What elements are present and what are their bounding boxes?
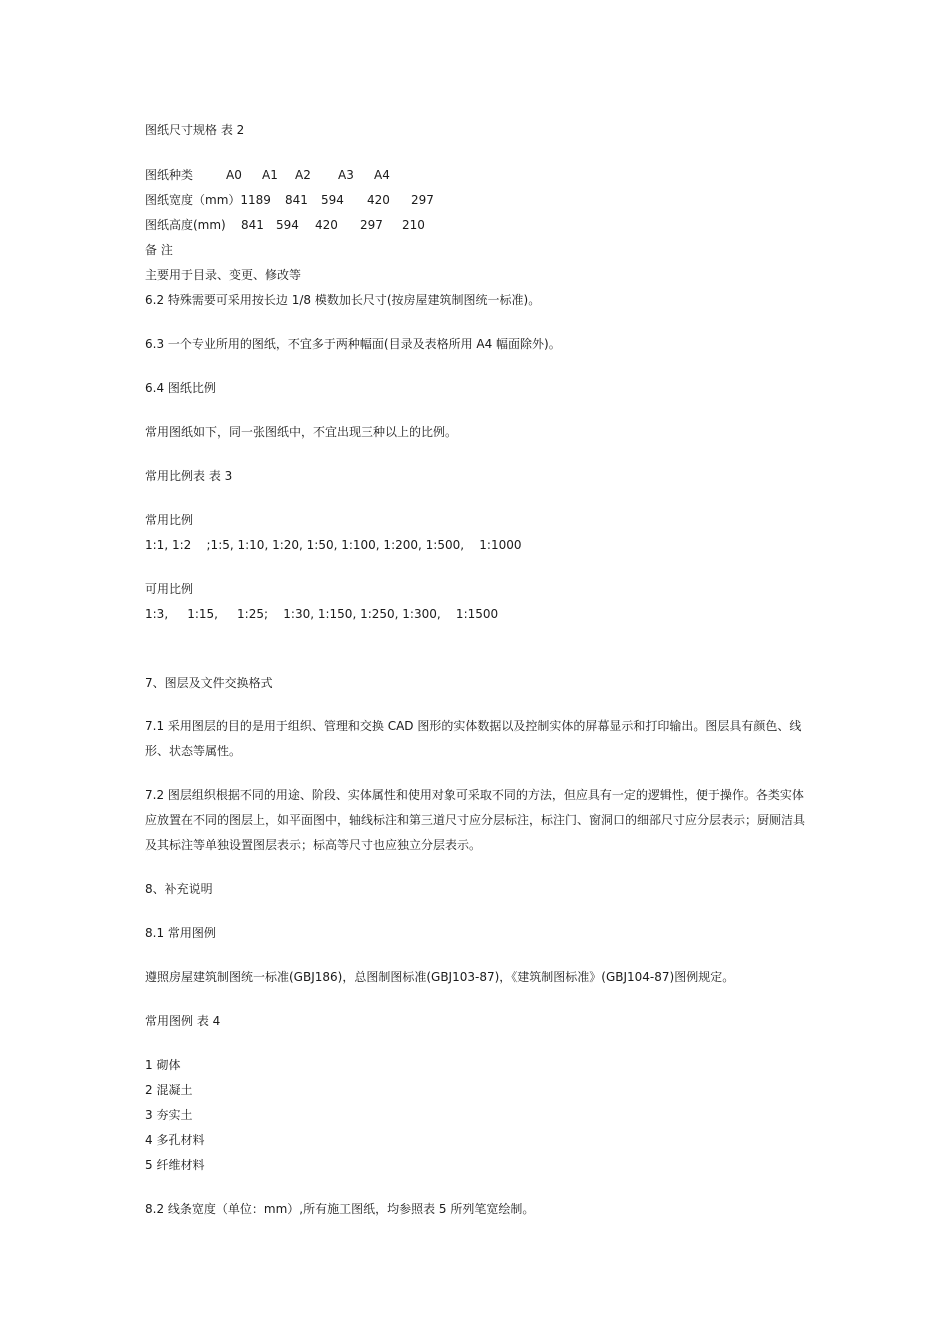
- table2-height-cell: 594: [276, 218, 299, 232]
- table2-height-cell: 420: [315, 218, 338, 232]
- table2-width-cell: 297: [411, 193, 434, 207]
- table2-height-row: [145, 217, 445, 233]
- table2-height-cell: 210: [402, 218, 425, 232]
- legend-list-item: 2 混凝土: [145, 1083, 193, 1097]
- paragraph-6-4: 常用图纸如下，同一张图纸中，不宜出现三种以上的比例。: [145, 425, 458, 439]
- table2-header-cell: A0: [226, 168, 242, 182]
- table2-width-cell: 图纸宽度（mm）1189: [145, 193, 271, 207]
- table3-optional-values: 1:3, 1:15, 1:25; 1:30, 1:150, 1:250, 1:300, 1:1500: [145, 607, 499, 621]
- legend-list-item: 5 纤维材料: [145, 1158, 205, 1172]
- table2-remark-label: 备 注: [145, 243, 173, 257]
- paragraph-7-1: 7.1 采用图层的目的是用于组织、管理和交换 CAD 图形的实体数据以及控制实体的屏幕显示和打印输出。图层具有颜色、线形、状态等属性。: [145, 719, 802, 758]
- table4-title: 常用图例 表 4: [145, 1014, 221, 1028]
- table2-height-cell: 图纸高度(mm): [145, 218, 226, 232]
- paragraph-8-2: 8.2 线条宽度（单位：mm）,所有施工图纸，均参照表 5 所列笔宽绘制。: [145, 1202, 535, 1216]
- table2-width-cell: 420: [367, 193, 390, 207]
- table3-common-values: 1:1, 1:2 ;1:5, 1:10, 1:20, 1:50, 1:100, 1:200, 1:500, 1:1000: [145, 538, 522, 552]
- legend-list-item: 3 夯实土: [145, 1108, 193, 1122]
- paragraph-7-2: 7.2 图层组织根据不同的用途、阶段、实体属性和使用对象可采取不同的方法，但应具有一定的逻辑性，便于操作。各类实体应放置在不同的图层上，如平面图中，轴线标注和第三道尺寸应分层标注，标注门、窗洞口的细部尺寸应分层表示；厨厕洁具及其标注等单独设置图层表示；标高等尺寸也应独立分层表示。: [145, 788, 806, 852]
- table2-width-cell: 594: [321, 193, 344, 207]
- table2-header-cell: A4: [374, 168, 390, 182]
- heading-7: 7、图层及文件交换格式: [145, 676, 273, 690]
- table3-optional-label: 可用比例: [145, 582, 194, 596]
- table2-width-cell: 841: [285, 193, 308, 207]
- table2-header-row: [145, 167, 445, 183]
- legend-list-item: 4 多孔材料: [145, 1133, 205, 1147]
- heading-8-1: 8.1 常用图例: [145, 926, 216, 940]
- table2-title: 图纸尺寸规格 表 2: [145, 123, 245, 137]
- paragraph-8-1: 遵照房屋建筑制图统一标准(GBJ186)，总图制图标准(GBJ103-87)，《建筑制图标准》(GBJ104-87)图例规定。: [145, 970, 735, 984]
- table3-common-label: 常用比例: [145, 513, 194, 527]
- paragraph-6-2: 6.2 特殊需要可采用按长边 1/8 模数加长尺寸(按房屋建筑制图统一标准)。: [145, 293, 541, 307]
- table2-height-cell: 841: [241, 218, 264, 232]
- heading-6-4: 6.4 图纸比例: [145, 381, 216, 395]
- table2-header-cell: A2: [295, 168, 311, 182]
- table2-height-cell: 297: [360, 218, 383, 232]
- paragraph-6-3: 6.3 一个专业所用的图纸，不宜多于两种幅面(目录及表格所用 A4 幅面除外)。: [145, 337, 561, 351]
- table2-width-row: [145, 192, 455, 208]
- table3-title: 常用比例表 表 3: [145, 469, 233, 483]
- heading-8: 8、补充说明: [145, 882, 213, 896]
- table2-header-cell: A1: [262, 168, 278, 182]
- legend-list-item: 1 砌体: [145, 1058, 181, 1072]
- table2-header-cell: 图纸种类: [145, 168, 194, 182]
- table2-remark-text: 主要用于目录、变更、修改等: [145, 268, 302, 282]
- table2-header-cell: A3: [338, 168, 354, 182]
